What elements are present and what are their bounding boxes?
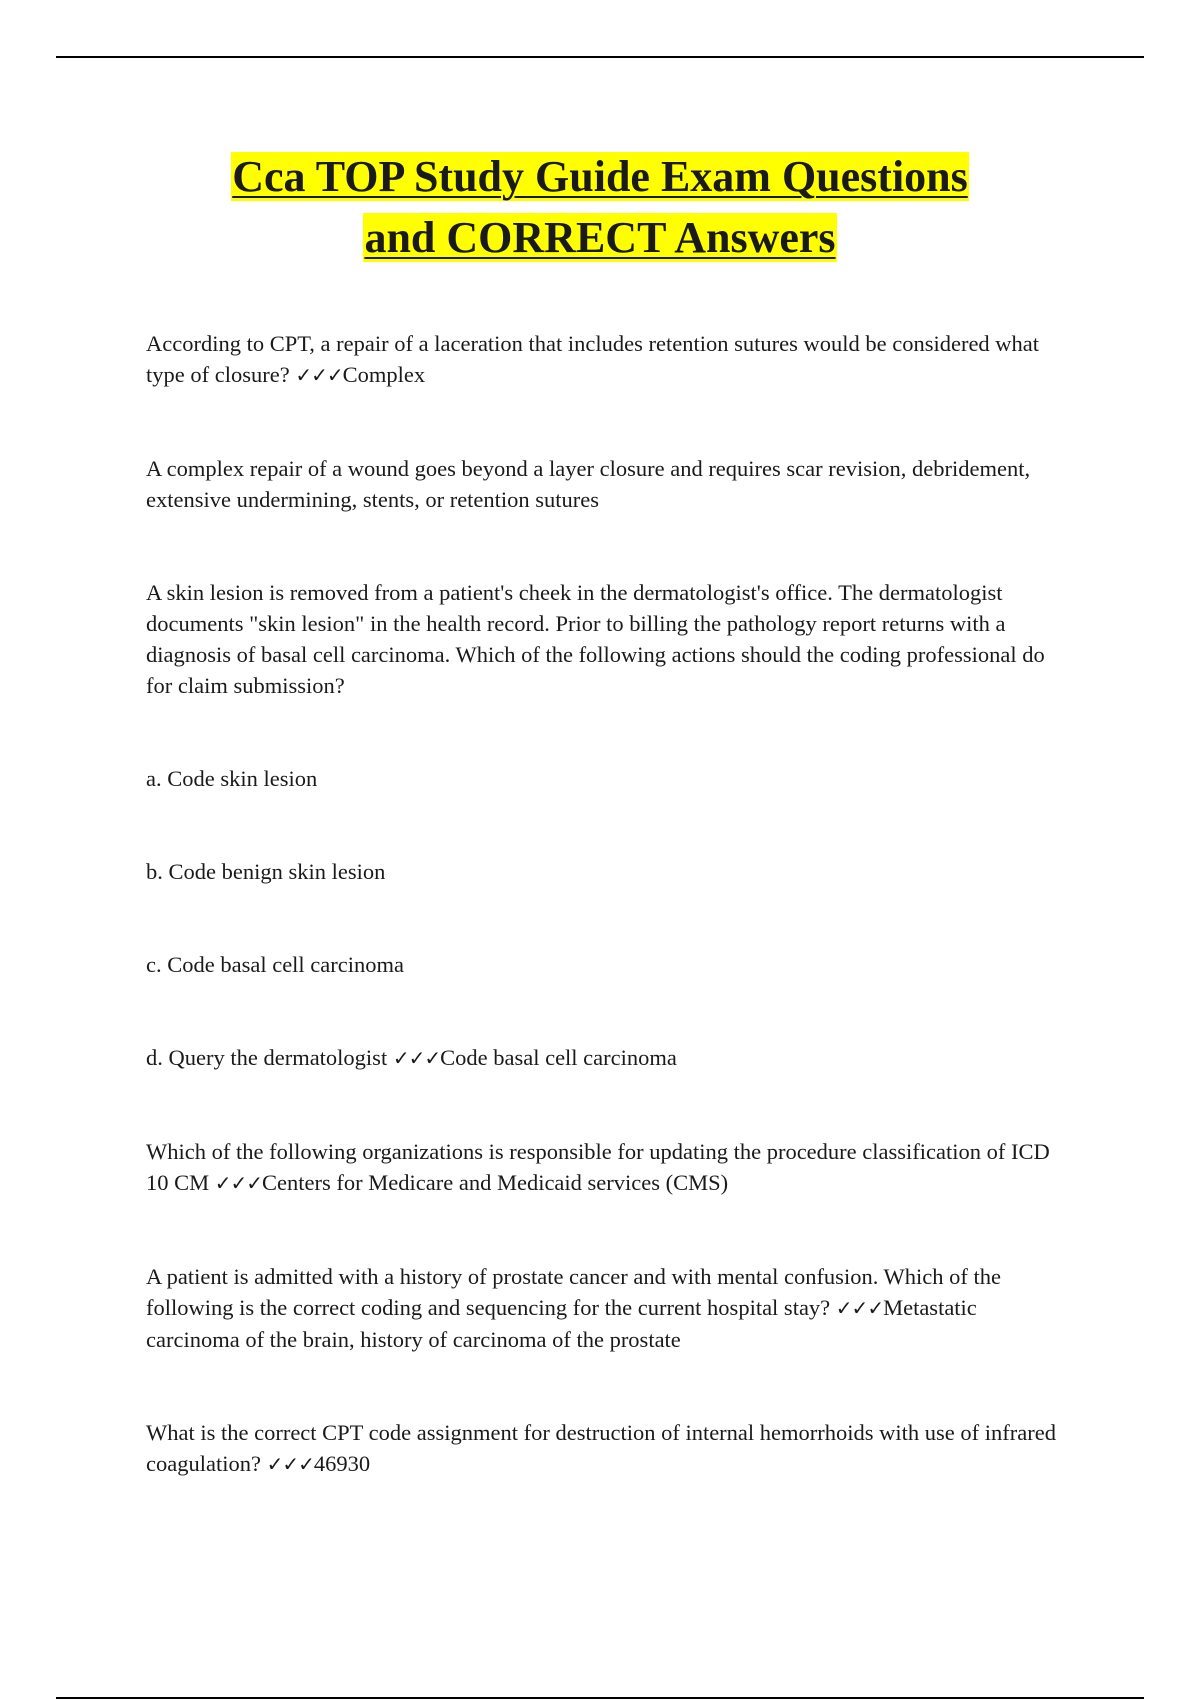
answer-text: Centers for Medicare and Medicaid services (CMS) (262, 1170, 729, 1195)
qa-item (146, 1261, 1066, 1355)
question-text: A patient is admitted with a history of prostate cancer and with mental confusion. Which of the following is the correct coding and sequencing for the current hospital stay? (146, 1264, 1001, 1320)
question-text: According to CPT, a repair of a laceration that includes retention sutures would be considered what type of closure? (146, 331, 1040, 387)
title-line-1: Cca TOP Study Guide Exam Questions (232, 152, 968, 201)
checkmark-icon: ✓✓✓ (295, 363, 343, 387)
qa-item (146, 1417, 1066, 1480)
answer-option-b: b. Code benign skin lesion (146, 859, 386, 884)
page-title (0, 146, 1200, 268)
option-text: d. Query the dermatologist (146, 1045, 388, 1070)
footer-rule (56, 1697, 1144, 1699)
title-line-2: and CORRECT Answers (364, 213, 836, 262)
answer-text: 46930 (313, 1451, 371, 1476)
question-text: What is the correct CPT code assignment for destruction of internal hemorrhoids with use of infrared coagulation? (146, 1420, 1056, 1476)
explanation-text: A complex repair of a wound goes beyond a layer closure and requires scar revision, debridement, extensive undermining, stents, or retention sutures (146, 456, 1031, 512)
answer-option-a: a. Code skin lesion (146, 766, 318, 791)
answer-text: Complex (342, 362, 426, 387)
checkmark-icon: ✓✓✓ (266, 1452, 314, 1476)
header-rule (56, 56, 1144, 58)
question-text: Which of the following organizations is responsible for updating the procedure classification of ICD 10 CM (146, 1139, 1050, 1195)
qa-item (146, 328, 1066, 391)
answer-option-c: c. Code basal cell carcinoma (146, 952, 405, 977)
checkmark-icon: ✓✓✓ (835, 1296, 884, 1320)
checkmark-icon: ✓✓✓ (392, 1046, 441, 1070)
document-body (146, 328, 1066, 1480)
answer-text: Metastatic carcinoma of the brain, history of carcinoma of the prostate (146, 1295, 977, 1352)
checkmark-icon: ✓✓✓ (214, 1171, 263, 1195)
answer-option-d (146, 1042, 1066, 1074)
answer-text: Code basal cell carcinoma (440, 1045, 677, 1070)
qa-item (146, 1136, 1066, 1199)
question-text: A skin lesion is removed from a patient's cheek in the dermatologist's office. The dermatologist documents "skin lesion" in the health record. Prior to billing the pathology report returns with a diagnosis of basal cell carcinoma. Which of the following actions should the coding professional do for claim submission? (146, 580, 1045, 698)
